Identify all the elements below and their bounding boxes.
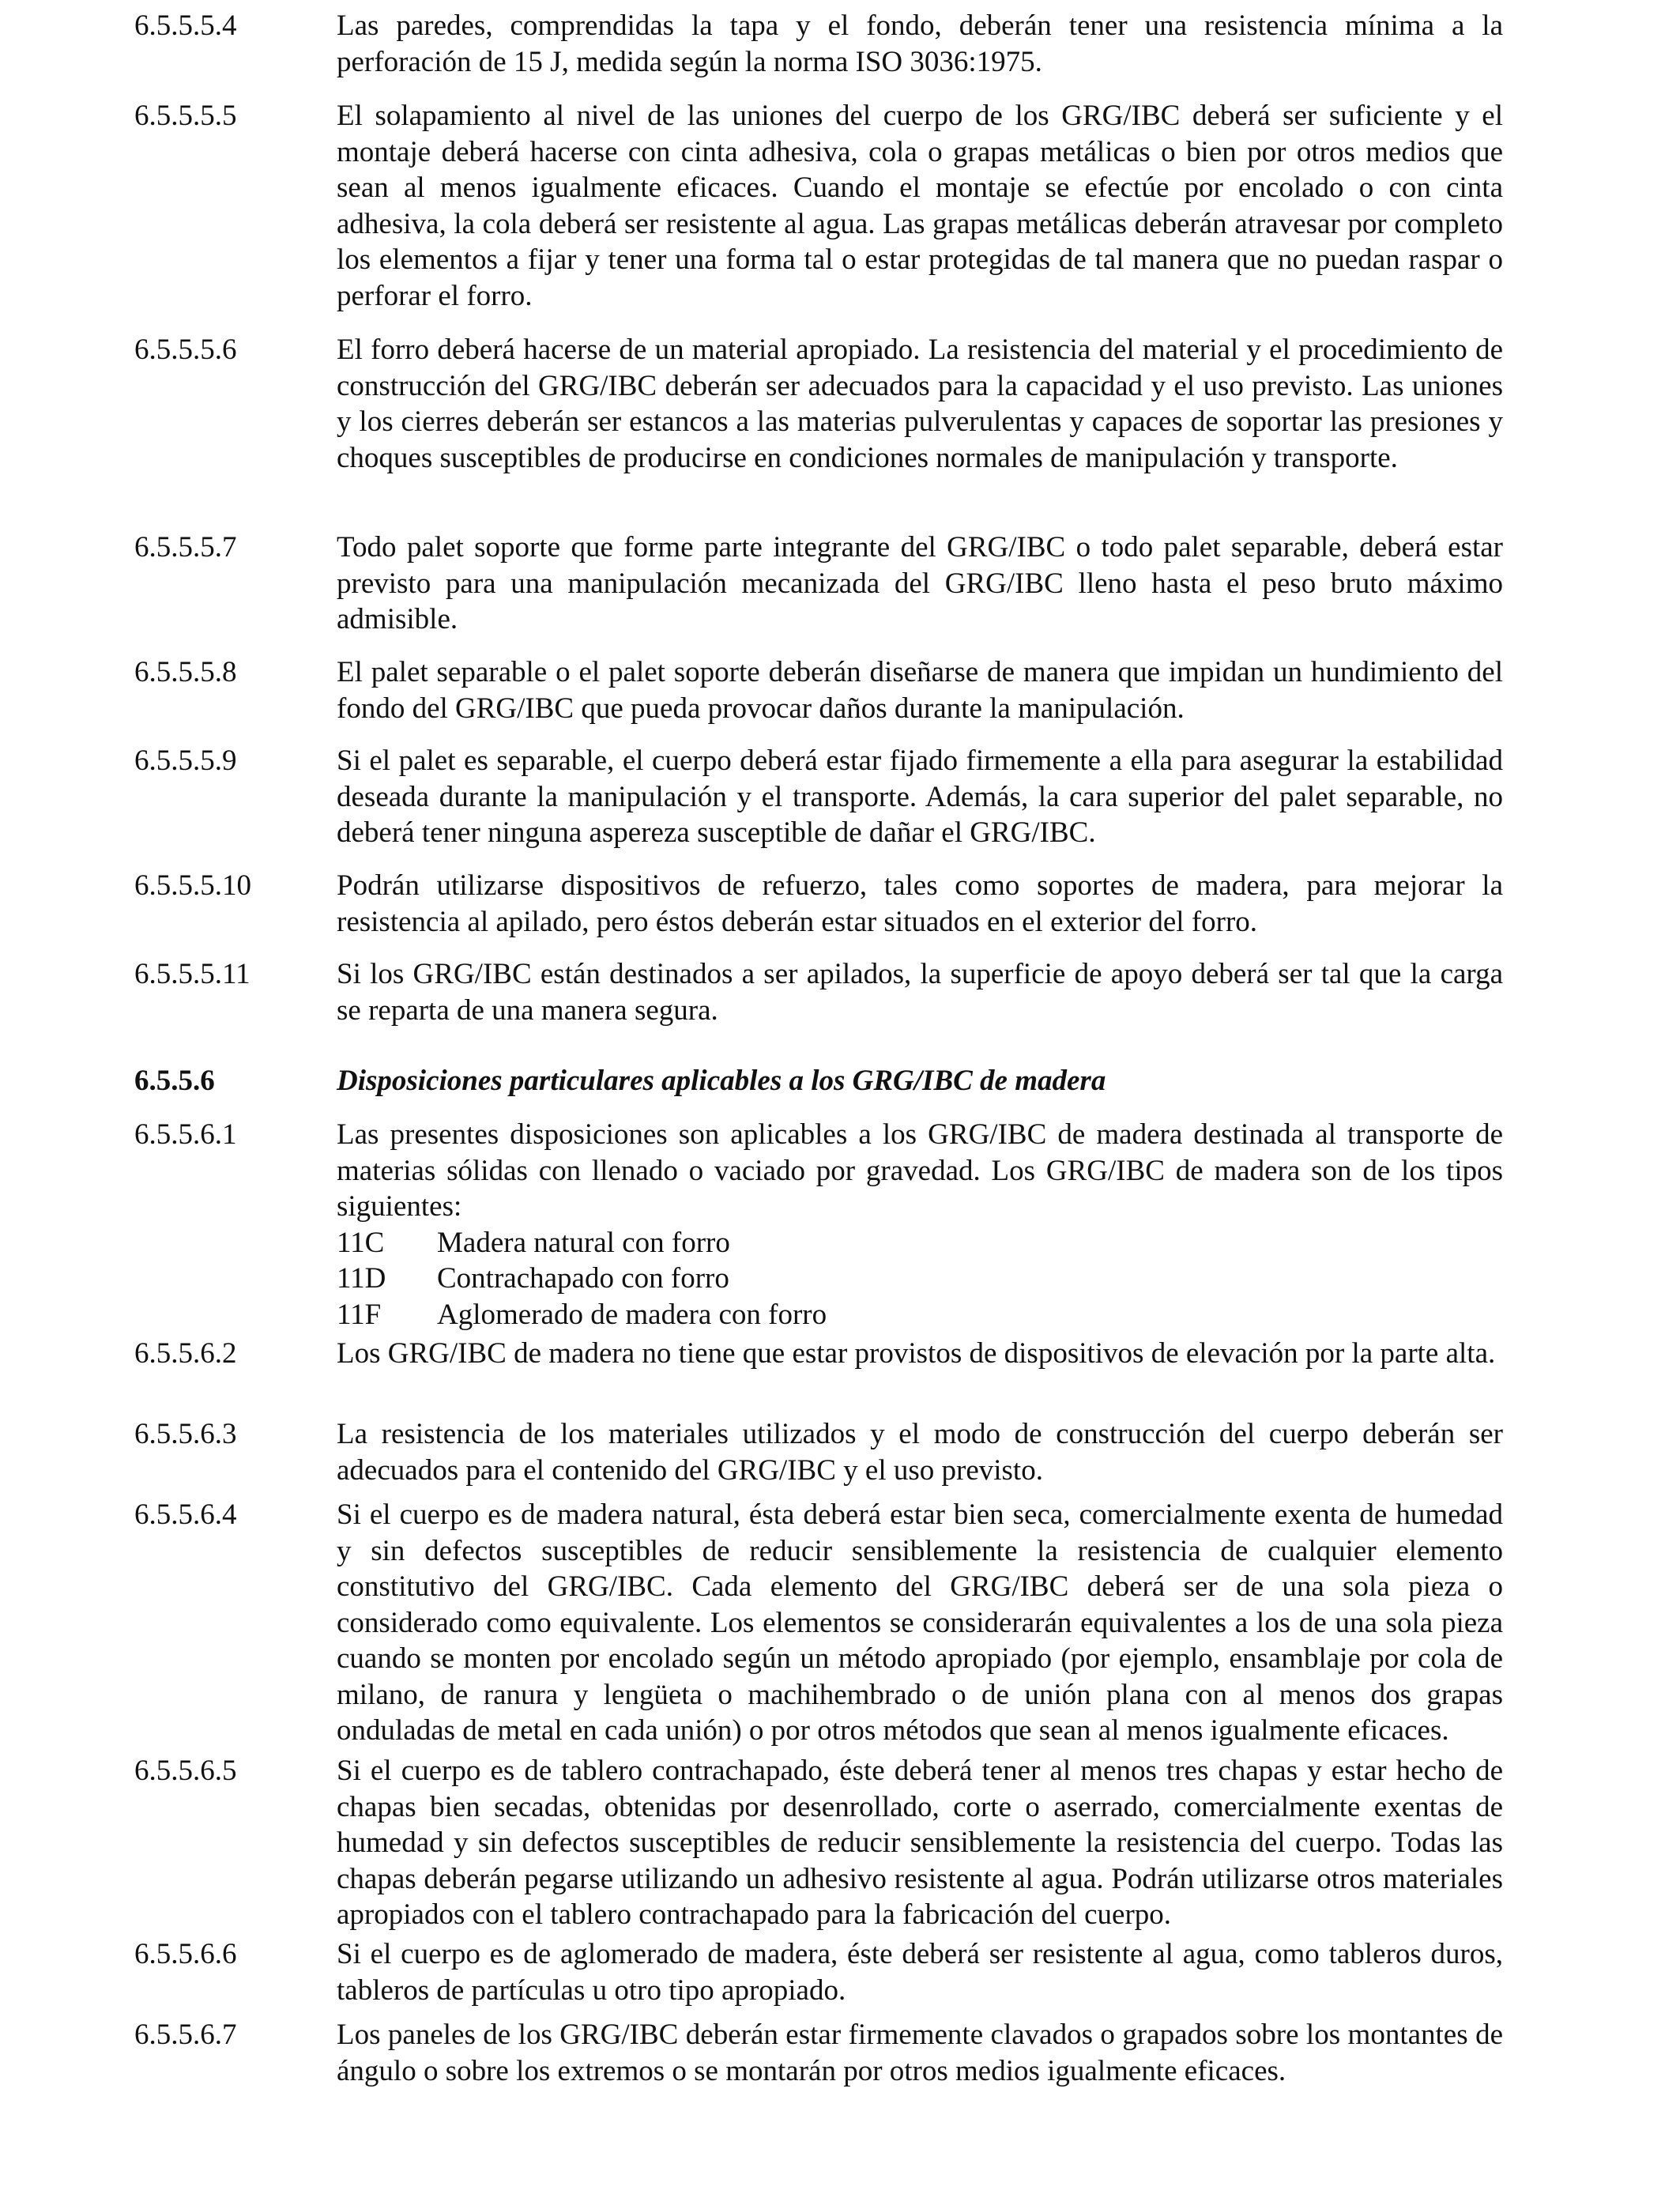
- paragraph-text: Si el palet es separable, el cuerpo deberá estar fijado firmemente a ella para asegurar la estabilidad deseada durante la manipulación y el transporte. Además, la cara superior del palet separable, no deberá tener ninguna aspereza susceptible de dañar el GRG/IBC.: [337, 745, 1503, 849]
- paragraph-6-5-5-5-6: [134, 332, 1503, 476]
- paragraph-text: La resistencia de los materiales utilizados y el modo de construcción del cuerpo deberán ser adecuados para el contenido del GRG/IBC y el uso previsto.: [337, 1418, 1503, 1487]
- paragraph-number: 6.5.5.6.7: [134, 2019, 237, 2051]
- paragraph-text: Podrán utilizarse dispositivos de refuerzo, tales como soportes de madera, para mejorar la resistencia al apilado, pero éstos deberán estar situados en el exterior del forro.: [337, 869, 1503, 938]
- type-item-11f: [337, 1297, 1503, 1333]
- paragraph-text: Los paneles de los GRG/IBC deberán estar firmemente clavados o grapados sobre los montantes de ángulo o sobre los extremos o se montarán por otros medios igualmente eficaces.: [337, 2019, 1503, 2087]
- paragraph-number: 6.5.5.5.11: [134, 958, 250, 990]
- paragraph-6-5-5-6-4: [134, 1497, 1503, 1749]
- type-code: 11C: [337, 1226, 385, 1259]
- paragraph-text: Si los GRG/IBC están destinados a ser apilados, la superficie de apoyo deberá ser tal que la carga se reparta de una manera segura.: [337, 958, 1503, 1027]
- heading-text: Disposiciones particulares aplicables a los GRG/IBC de madera: [337, 1065, 1106, 1097]
- type-description: Aglomerado de madera con forro: [437, 1298, 827, 1331]
- paragraph-number: 6.5.5.5.10: [134, 869, 251, 902]
- paragraph-number: 6.5.5.5.8: [134, 656, 237, 688]
- paragraph-text: [337, 1117, 1503, 1333]
- paragraph-number: 6.5.5.5.6: [134, 334, 237, 366]
- paragraph-text: El palet separable o el palet soporte deberán diseñarse de manera que impidan un hundimiento del fondo del GRG/IBC que pueda provocar daños durante la manipulación.: [337, 656, 1503, 725]
- paragraph-text: Si el cuerpo es de tablero contrachapado, éste deberá tener al menos tres chapas y estar hecho de chapas bien secadas, obtenidas por desenrollado, corte o aserrado, comercialmente exentas de humedad y sin defectos susceptibles de reducir sensiblemente la resistencia del cuerpo. Todas las chapas deberán pegarse utilizando un adhesivo resistente al agua. Podrán utilizarse otros materiales apropiados con el tablero contrachapado para la fabricación del cuerpo.: [337, 1755, 1503, 1931]
- paragraph-number: 6.5.5.6.4: [134, 1498, 237, 1531]
- paragraph-number: 6.5.5.6.6: [134, 1938, 237, 1970]
- paragraph-6-5-5-6-6: [134, 1936, 1503, 2008]
- paragraph-6-5-5-6-3: [134, 1416, 1503, 1488]
- paragraph-6-5-5-5-4: [134, 8, 1503, 80]
- paragraph-6-5-5-6-7: [134, 2017, 1503, 2089]
- paragraph-number: 6.5.5.5.9: [134, 745, 237, 777]
- paragraph-text: Si el cuerpo es de madera natural, ésta deberá estar bien seca, comercialmente exenta de humedad y sin defectos susceptibles de reducir sensiblemente la resistencia de cualquier elemento constitutivo del GRG/IBC. Cada elemento del GRG/IBC deberá ser de una sola pieza o considerado como equivalente. Los elementos se considerarán equivalentes a los de una sola pieza cuando se monten por encolado según un método apropiado (por ejemplo, ensamblaje por cola de milano, de ranura y lengüeta o machihembrado o de unión plana con al menos dos grapas onduladas de metal en cada unión) o por otros métodos que sean al menos igualmente eficaces.: [337, 1498, 1503, 1747]
- heading-number: 6.5.5.6: [134, 1065, 215, 1097]
- paragraph-body: Las presentes disposiciones son aplicables a los GRG/IBC de madera destinada al transporte de materias sólidas con llenado o vaciado por gravedad. Los GRG/IBC de madera son de los tipos siguientes:: [337, 1118, 1503, 1223]
- paragraph-6-5-5-5-11: [134, 956, 1503, 1028]
- paragraph-number: 6.5.5.5.4: [134, 9, 237, 42]
- paragraph-6-5-5-5-5: [134, 98, 1503, 314]
- paragraph-text: El solapamiento al nivel de las uniones del cuerpo de los GRG/IBC deberá ser suficiente y el montaje deberá hacerse con cinta adhesiva, cola o grapas metálicas o bien por otros medios que sean al menos igualmente eficaces. Cuando el montaje se efectúe por encolado o con cinta adhesiva, la cola deberá ser resistente al agua. Las grapas metálicas deberán atravesar por completo los elementos a fijar y tener una forma tal o estar protegidas de tal manera que no puedan raspar o perforar el forro.: [337, 100, 1503, 312]
- type-description: Contrachapado con forro: [437, 1262, 729, 1295]
- paragraph-number: 6.5.5.6.2: [134, 1337, 237, 1370]
- paragraph-6-5-5-6-1: [134, 1117, 1503, 1333]
- type-item-11d: [337, 1261, 1503, 1297]
- paragraph-number: 6.5.5.6.5: [134, 1755, 237, 1787]
- paragraph-6-5-5-6-5: [134, 1753, 1503, 1933]
- paragraph-6-5-5-5-8: [134, 654, 1503, 726]
- type-code: 11D: [337, 1262, 386, 1295]
- paragraph-text: Todo palet soporte que forme parte integrante del GRG/IBC o todo palet separable, deberá estar previsto para una manipulación mecanizada del GRG/IBC lleno hasta el peso bruto máximo admisible.: [337, 531, 1503, 635]
- paragraph-number: 6.5.5.5.5: [134, 100, 237, 132]
- paragraph-6-5-5-5-7: [134, 530, 1503, 638]
- paragraph-text: Los GRG/IBC de madera no tiene que estar provistos de dispositivos de elevación por la parte alta.: [337, 1337, 1496, 1370]
- paragraph-6-5-5-6-2: [134, 1336, 1503, 1372]
- type-code: 11F: [337, 1298, 382, 1331]
- paragraph-number: 6.5.5.6.1: [134, 1118, 237, 1151]
- type-item-11c: [337, 1225, 1503, 1261]
- paragraph-text: El forro deberá hacerse de un material apropiado. La resistencia del material y el procedimiento de construcción del GRG/IBC deberán ser adecuados para la capacidad y el uso previsto. Las uniones y los cierres deberán ser estancos a las materias pulverulentas y capaces de soportar las presiones y choques susceptibles de producirse en condiciones normales de manipulación y transporte.: [337, 334, 1503, 474]
- section-heading-6-5-5-6: [134, 1063, 1503, 1099]
- paragraph-number: 6.5.5.6.3: [134, 1418, 237, 1450]
- paragraph-6-5-5-5-9: [134, 743, 1503, 851]
- paragraph-6-5-5-5-10: [134, 868, 1503, 940]
- paragraph-text: Las paredes, comprendidas la tapa y el fondo, deberán tener una resistencia mínima a la perforación de 15 J, medida según la norma ISO 3036:1975.: [337, 9, 1503, 78]
- type-description: Madera natural con forro: [437, 1226, 730, 1259]
- paragraph-text: Si el cuerpo es de aglomerado de madera, éste deberá ser resistente al agua, como tableros duros, tableros de partículas u otro tipo apropiado.: [337, 1938, 1503, 2007]
- paragraph-number: 6.5.5.5.7: [134, 531, 237, 564]
